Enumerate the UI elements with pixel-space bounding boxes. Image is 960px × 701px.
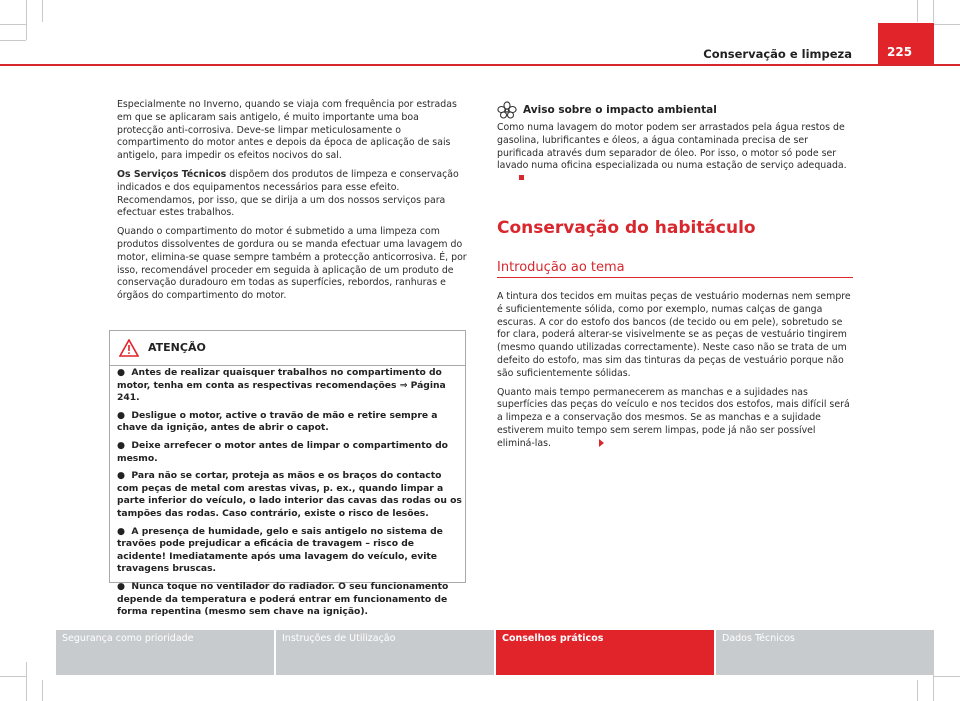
paragraph-text: dispõem dos produtos de limpeza e conservação indicados e dos equipamentos necessários para esse efeito. Recomendamos, por isso, que se dirija a um dos nossos serviços para efectuar estes trabalhos.: [117, 168, 459, 219]
crop-mark: [0, 24, 26, 25]
flower-icon: [497, 101, 517, 119]
paragraph: Quando o compartimento do motor é submetido a uma limpeza com produtos dissolventes de gordura ou se manda efectuar uma lavagem do motor, elimina-se quase sempre também a protecção anticorrosiva. É, por isso, recomendável proceder em seguida à aplicação de um produto de conservação duradouro em todas as superfícies, rebordos, ranhuras e órgãos do compartimento do motor.: [117, 226, 467, 302]
crop-mark: [26, 662, 27, 701]
footer-tab-safety[interactable]: Segurança como prioridade: [56, 630, 274, 675]
warning-item-text: Antes de realizar quaisquer trabalhos no compartimento do motor, tenha em conta as respectivas recomendações ⇒ Página 241.: [117, 367, 446, 404]
warning-item-text: Deixe arrefecer o motor antes de limpar o compartimento do mesmo.: [117, 439, 448, 464]
warning-item-text: Desligue o motor, active o travão de mão e retire sempre a chave da ignição, antes de abrir o capot.: [117, 409, 438, 434]
warning-item-text: Para não se cortar, proteja as mãos e os braços do contacto com peças de metal com arestas vivas, p. ex., quando limpar a parte inferior do veículo, o lado interior das cavas das rodas ou os tampões das rodas. Caso contrário, existe o risco de lesões.: [117, 470, 462, 519]
paragraph: [117, 169, 467, 220]
section-title: Conservação e limpeza: [703, 47, 852, 61]
warning-triangle-icon: [119, 339, 139, 357]
crop-mark: [42, 0, 43, 22]
footer-tab-instructions[interactable]: Instruções de Utilização: [276, 630, 494, 675]
warning-item: ● Nunca toque no ventilador do radiador. O seu funcionamento depende da temperatura e poderá entrar em funcionamento de forma repentina (mesmo sem chave na ignição).: [117, 580, 449, 618]
crop-mark: [933, 0, 934, 22]
warning-item: ● Antes de realizar quaisquer trabalhos no compartimento do motor, tenha em conta as respectivas recomendações ⇒ Página 241.: [117, 367, 446, 404]
crop-mark: [42, 680, 43, 701]
chapter-body: [497, 291, 852, 457]
left-column: [117, 99, 467, 309]
warning-item-text: A presença de humidade, gelo e sais antigelo no sistema de travões pode prejudicar a eficácia de travagem – risco de acidente! Imediatamente após uma lavagem do veículo, evite travagens bruscas.: [117, 525, 443, 575]
warning-item: ● Desligue o motor, active o travão de mão e retire sempre a chave da ignição, antes de abrir o capot.: [117, 409, 438, 434]
environment-header: [497, 101, 852, 119]
crop-mark: [26, 0, 27, 40]
warning-box: [109, 330, 466, 618]
bold-term: Os Serviços Técnicos: [117, 168, 227, 180]
environment-title: Aviso sobre o impacto ambiental: [523, 103, 717, 116]
crop-mark: [917, 0, 918, 22]
warning-item: ● Para não se cortar, proteja as mãos e os braços do contacto com peças de metal com arestas vivas, p. ex., quando limpar a parte inferior do veículo, o lado interior das cavas das rodas ou os tampões das rodas. Caso contrário, existe o risco de lesões.: [117, 470, 462, 519]
footer-nav: [56, 630, 934, 675]
crop-mark: [0, 676, 26, 677]
warning-title: ATENÇÃO: [148, 341, 206, 354]
chapter-title: Conservação do habitáculo: [497, 218, 756, 238]
warning-item: ● Deixe arrefecer o motor antes de limpar o compartimento do mesmo.: [117, 439, 448, 464]
crop-mark: [917, 680, 918, 701]
paragraph: A tintura dos tecidos em muitas peças de vestuário modernas nem sempre é suficientemente sólida, como por exemplo, numas calças de ganga escuras. A cor do estofo dos bancos (de tecido ou em pele), sobretudo se for clara, poderá alterar-se visivelmente se as peças de vestuário tingirem (mesmo quando utilizadas correctamente). Neste caso não se trata de um defeito do estofo, mas sim das tinturas da peças de vestuário porque não são suficientemente sólidas.: [497, 291, 851, 379]
crop-mark: [0, 40, 26, 41]
environment-text: [497, 122, 852, 186]
footer-tab-practical-tips[interactable]: Conselhos práticos: [496, 630, 714, 675]
paragraph: Especialmente no Inverno, quando se viaja com frequência por estradas em que se aplicaram sais antigelo, é muito importante uma boa protecção anti-corrosiva. Deve-se limpar meticulosamente o compartimento do motor antes e depois da época de aplicação de sais antigelo, para impedir os efeitos nocivos do sal.: [117, 99, 457, 162]
end-of-section-marker-icon: [519, 175, 524, 180]
continue-arrow-icon: [599, 439, 604, 447]
page-number: 225: [878, 23, 934, 66]
environment-body: Como numa lavagem do motor podem ser arrastados pela água restos de gasolina, lubrificantes e óleos, a água contaminada precisa de ser purificada através dum separador de óleo. Por isso, o motor só pode ser lavado numa oficina especializada ou numa estação de serviço adequada.: [497, 122, 847, 172]
paragraph: [497, 387, 852, 451]
warning-list: [117, 367, 462, 624]
crop-mark: [934, 24, 960, 25]
footer-tab-technical-data[interactable]: Dados Técnicos: [716, 630, 934, 675]
crop-mark: [934, 676, 960, 677]
environment-note: [497, 101, 852, 192]
subtitle-rule: [497, 277, 853, 278]
warning-item: ● A presença de humidade, gelo e sais antigelo no sistema de travões pode prejudicar a eficácia de travagem – risco de acidente! Imediatamente após uma lavagem do veículo, evite travagens bruscas.: [117, 525, 443, 575]
section-subtitle: Introdução ao tema: [497, 260, 625, 275]
header-rule: [0, 64, 960, 66]
paragraph-text: Quanto mais tempo permanecerem as manchas e a sujidades nas superfícies das peças do veículo e nos tecidos dos estofos, mais difícil será a limpeza e a conservação dos mesmos. Se as manchas e a sujidade estiverem muito tempo sem serem limpas, pode já não ser possível eliminá-las.: [497, 386, 850, 449]
warning-header: [110, 331, 465, 366]
warning-item-text: Nunca toque no ventilador do radiador. O seu funcionamento depende da temperatura e poderá entrar em funcionamento de forma repentina (mesmo sem chave na ignição).: [117, 580, 449, 618]
